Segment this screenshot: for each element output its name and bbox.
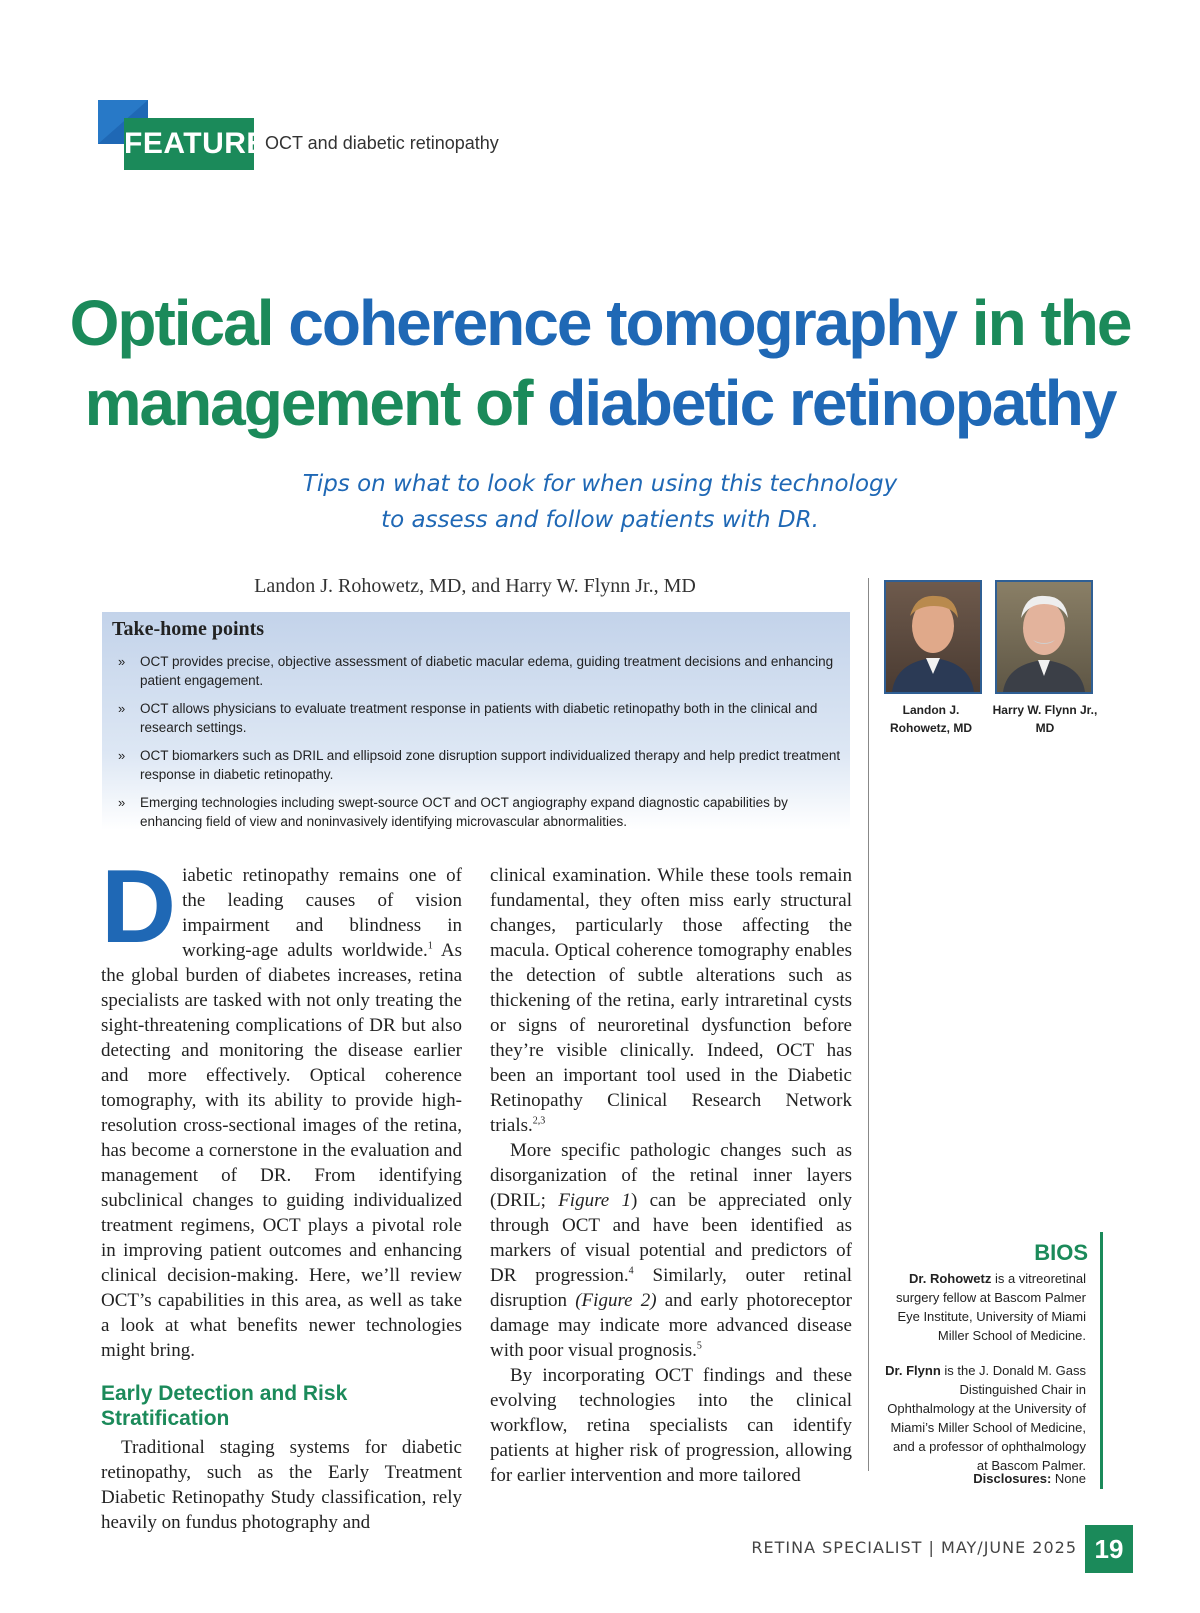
article-title-line-2 (40, 362, 1160, 444)
chevron-icon: » (118, 748, 126, 763)
takehome-item (118, 793, 846, 831)
bio-text: is a vitreoretinal surgery fellow at Bascom Palmer Eye Institute, University of Miami Miller School of Medicine. (895, 1271, 1086, 1343)
takehome-item (118, 699, 846, 737)
caption-line: Rohowetz, MD (890, 721, 972, 735)
takehome-item-text: OCT provides precise, objective assessment of diabetic macular edema, guiding treatment decisions and enhancing patient engagement. (140, 654, 834, 688)
byline: Landon J. Rohowetz, MD, and Harry W. Flynn Jr., MD (254, 575, 696, 597)
takehome-item-text: OCT allows physicians to evaluate treatment response in patients with diabetic retinopathy both in the clinical and research settings. (140, 701, 818, 735)
article-title-line-1 (40, 282, 1160, 364)
title-segment: management of (84, 367, 548, 439)
caption-line: Landon J. (902, 703, 960, 717)
takehome-item-text: Emerging technologies including swept-source OCT and OCT angiography expand diagnostic capabilities by enhancing field of view and noninvasively identifying microvascular abnormalities. (140, 795, 788, 829)
section-topic: OCT and diabetic retinopathy (265, 133, 499, 153)
chevron-icon: » (118, 654, 126, 669)
reference-marker[interactable]: 5 (696, 1340, 702, 1352)
bio-name: Dr. Rohowetz (909, 1271, 992, 1286)
deck-line-1: Tips on what to look for when using this technology (302, 471, 898, 497)
section-label: FEATURE (124, 118, 254, 170)
takehome-title: Take-home points (112, 618, 265, 640)
bio-flynn (880, 1361, 1086, 1475)
body-column-2 (490, 863, 852, 1488)
paragraph-text: As the global burden of diabetes increases, retina specialists are tasked with not only treating the sight-threatening complications of DR but also detecting and monitoring the disease earlier and more effectively. Optical coherence tomography, with its ability to provide high-resolution cross-sectional images of the retina, has become a cornerstone in the evaluation and management of DR. From identifying subclinical changes to guiding individualized treatment regimens, OCT plays a pivotal role in improving patient outcomes and enhancing clinical decision-making. Here, we’ll review OCT’s capabilities in this area, as well as take a look at what benefits newer technologies might bring. (101, 940, 462, 1361)
body-paragraph (101, 849, 462, 1363)
page-number: 19 (1085, 1525, 1133, 1573)
disclosures-label: Disclosures: (973, 1471, 1052, 1486)
author-photo-flynn (995, 580, 1093, 694)
bios-accent-bar (1100, 1232, 1103, 1489)
paragraph-text: ) can be appreciated only through OCT and have been identified as markers of visual potential and predictors of DR progression. (490, 1190, 852, 1286)
column-divider (868, 578, 869, 1471)
author-caption-rohowetz (876, 701, 986, 737)
chevron-icon: » (118, 701, 126, 716)
disclosures-value: None (1051, 1471, 1086, 1486)
body-column-1 (101, 849, 462, 1535)
paragraph-text: and early photoreceptor damage may indicate more advanced disease with poor visual prognosis. (490, 1290, 853, 1361)
figure-reference[interactable]: Figure 1 (558, 1190, 631, 1211)
deck-line-2: to assess and follow patients with DR. (381, 507, 819, 533)
bio-name: Dr. Flynn (885, 1363, 941, 1378)
body-paragraph: Traditional staging systems for diabetic retinopathy, such as the Early Treatment Diabetic Retinopathy Study classification, rely heavily on fundus photography and (101, 1437, 462, 1533)
paragraph-text: clinical examination. While these tools remain fundamental, they often miss early structural changes, particularly those affecting the macula. Optical coherence tomography enables the detection of subtle alterations such as thickening of the retina, early intraretinal cysts or signs of neuroretinal dysfunction before they’re visible clinically. Indeed, OCT has been an important tool used in the Diabetic Retinopathy Clinical Research Network trials. (490, 865, 852, 1136)
title-segment: diabetic retinopathy (547, 367, 1116, 439)
author-caption-flynn (985, 701, 1105, 737)
body-paragraph: By incorporating OCT findings and these evolving technologies into the clinical workflow, retina specialists can identify patients at higher risk of progression, allowing for earlier intervention and more tailored (490, 1365, 852, 1486)
paragraph-text: Similarly, outer retinal disruption (490, 1265, 852, 1311)
reference-marker[interactable]: 2,3 (532, 1115, 546, 1127)
body-paragraph (490, 1138, 852, 1363)
portrait-icon (997, 582, 1091, 692)
portrait-icon (886, 582, 980, 692)
bio-text: is the J. Donald M. Gass Distinguished Chair in Ophthalmology at the University of Miami’s Miller School of Medicine, and a professor of ophthalmology at Bascom Palmer. (887, 1363, 1086, 1473)
body-paragraph (490, 863, 852, 1138)
reference-marker[interactable]: 1 (427, 940, 433, 952)
disclosures (880, 1469, 1086, 1488)
author-photo-rohowetz (884, 580, 982, 694)
takehome-item (118, 746, 846, 784)
reference-marker[interactable]: 4 (628, 1265, 634, 1277)
paragraph-text: More specific pathologic changes such as disorganization of the retinal inner layers (DRIL; (490, 1140, 852, 1211)
takehome-item-text: OCT biomarkers such as DRIL and ellipsoid zone disruption support individualized therapy and help predict treatment response in diabetic retinopathy. (140, 748, 841, 782)
paragraph-text: iabetic retinopathy remains one of the leading causes of vision impairment and blindness in working-age adults worldwide. (182, 865, 462, 961)
title-segment: in the (956, 287, 1131, 359)
title-segment: coherence tomography (288, 287, 956, 359)
chevron-icon: » (118, 795, 126, 810)
title-segment: Optical (69, 287, 289, 359)
takehome-item (118, 652, 846, 690)
drop-cap: D (101, 849, 177, 965)
running-footer: RETINA SPECIALIST | MAY/JUNE 2025 (751, 1538, 1077, 1557)
bios-title: BIOS (1034, 1240, 1088, 1265)
caption-line: Harry W. Flynn Jr., MD (992, 703, 1098, 735)
bio-rohowetz (880, 1269, 1086, 1345)
section-subhead: Early Detection and Risk Stratification (101, 1382, 348, 1430)
figure-reference[interactable]: (Figure 2) (575, 1290, 657, 1311)
